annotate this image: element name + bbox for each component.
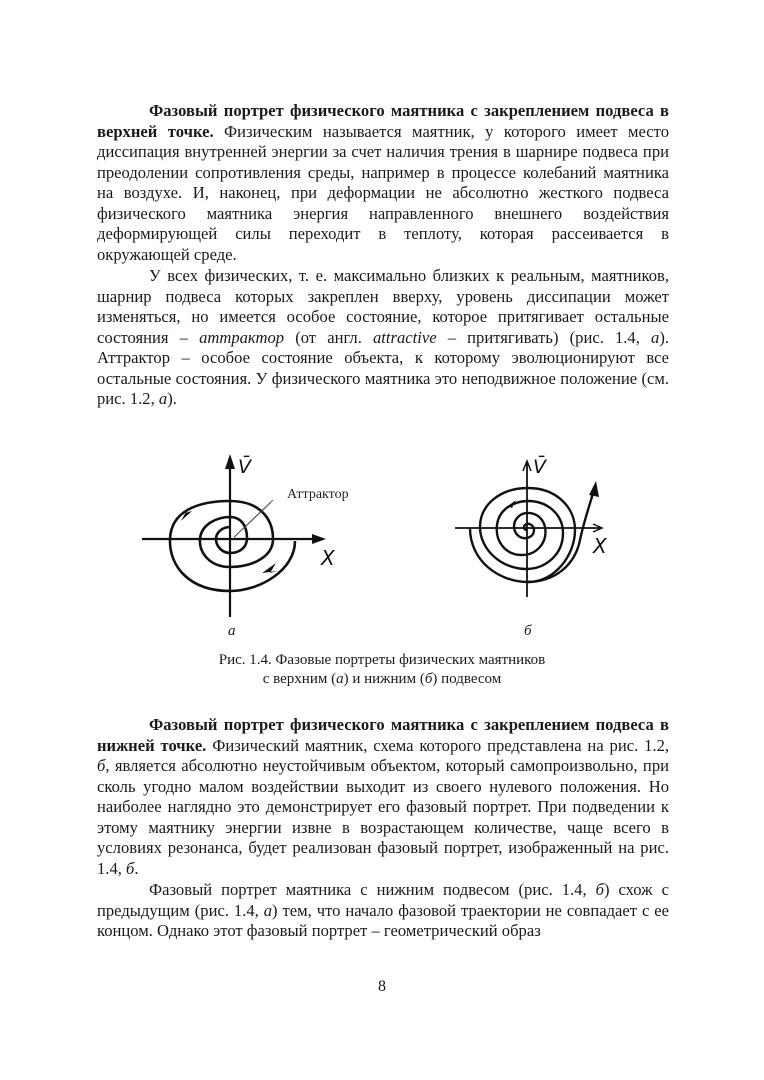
paragraph-upper-suspension (97, 101, 669, 265)
figure-caption (150, 651, 614, 689)
text-segment: Фазовый портрет маятника с нижним подвесом (рис. 1.4, (149, 880, 596, 899)
text-segment: ) и нижним ( (343, 671, 425, 687)
text-segment: У всех физических, т. е. максимально близких к реальным, маятников, шарнир подвеса которых закреплен вверху, уровень диссипации может изменяться, но имеется особое состояние, которое притягивает остальные состояния – (97, 266, 669, 347)
x-axis-label: X (321, 546, 335, 570)
text-italic: аттрактор (199, 327, 285, 347)
text-segment: ). Аттрактор – особое состояние объекта, к которому эволюционируют все остальные состояния. У физического маятника это неподвижное положение (см. рис. 1.2, (97, 327, 670, 408)
text-italic: б (595, 880, 604, 899)
text-segment: ) подвесом (432, 671, 502, 687)
text-segment: Физический маятник, схема которого представлена на рис. 1.2, (206, 735, 670, 755)
text-segment: ) тем, что начало фазовой траектории не совпадает с ее концом. Однако этот фазовый портрет – геометрический образ (97, 900, 669, 940)
text-italic: attractive (373, 327, 437, 347)
panel-b-label: б (524, 623, 532, 639)
text-italic: б (126, 858, 135, 878)
text-italic: а (336, 671, 344, 687)
v-axis-label: V̄ (533, 456, 546, 478)
text-segment: – притягивать) (рис. 1.4, (436, 327, 652, 347)
text-italic: б (97, 756, 106, 775)
text-segment: . (134, 858, 139, 878)
text-segment: (от англ. (284, 327, 373, 347)
v-axis-label: V̄ (238, 456, 251, 478)
paragraph-heading: Фазовый портрет физического маятника с закреплением подвеса в верхней точке. (97, 101, 669, 141)
text-italic: а (651, 327, 660, 347)
text-italic: б (424, 671, 433, 687)
page-number: 8 (378, 978, 386, 995)
text-segment: ). (167, 389, 177, 408)
text-segment: ) схож с предыдущим (рис. 1.4, (97, 880, 669, 920)
paragraph-heading: Фазовый портрет физического маятника с закреплением подвеса в нижней точке. (97, 715, 669, 755)
text-italic: а (158, 389, 168, 408)
attractor-label: Аттрактор (287, 487, 349, 502)
text-segment: с верхним ( (262, 671, 337, 687)
phase-portrait-upper-suspension (130, 445, 380, 645)
caption-line-1: Рис. 1.4. Фазовые портреты физических маятников (218, 652, 546, 668)
paragraph-attractor (97, 266, 669, 410)
paragraph-text: Физическим называется маятник, у которого имеет место диссипация внутренней энергии за счет наличия трения в шарнире подвеса при преодолении сопротивления среды, например в процессе колебаний маятника на воздухе. И, наконец, при деформации не абсолютно жесткого подвеса физического маятника энергия направленного внешнего воздействия деформирующей силы переходит в теплоту, которая рассеивается в окружающей среде. (97, 121, 669, 264)
text-segment: , является абсолютно неустойчивым объектом, который самопроизвольно, при сколь угодно малом воздействии выходит из своего нулевого положения. Но наиболее наглядно это демонстрирует его фазовый портрет. При подведении к этому маятнику энергии извне в возрастающем количестве, чаще всего в условиях резонанса, будет реализован фазовый портрет, изображенный на рис. 1.4, (97, 756, 669, 878)
phase-portrait-lower-suspension (430, 445, 630, 645)
paragraph-comparison (97, 880, 669, 942)
paragraph-lower-suspension (97, 715, 669, 879)
panel-a-label: а (228, 623, 236, 639)
x-axis-label: X (593, 534, 607, 558)
caption-line-2 (150, 670, 614, 689)
text-italic: а (263, 900, 273, 920)
